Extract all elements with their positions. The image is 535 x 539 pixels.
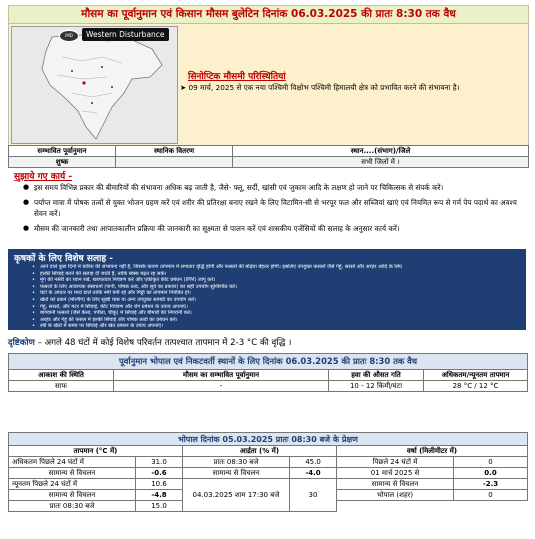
col-forecast: सम्भावित पूर्वानुमान — [9, 146, 116, 157]
synoptic-text: ➤ 09 मार्च, 2025 से एक नया पश्चिमी विक्षोभ पश्चिमी हिमालयी क्षेत्र को प्रभावित करने की संभावना है। — [180, 83, 460, 92]
humidity-morning-label: प्रातः 08:30 बजे — [183, 457, 290, 468]
district-forecast-table — [8, 145, 529, 168]
temp-dev2-label: सामान्य से विचलन — [9, 490, 136, 501]
col-humidity: आर्द्रता (% में) — [183, 446, 337, 457]
map-label-western-disturbance: Western Disturbance — [82, 28, 169, 41]
cell-sky: साफ — [9, 381, 114, 392]
temp-morning-label: प्रातः 08:30 बजे — [9, 501, 136, 512]
col-weather: मौसम का सम्भावित पूर्वानुमान — [114, 370, 329, 381]
rain-season-label: 01 मार्च 2025 से — [337, 468, 454, 479]
list-item: • घेटों के आधार पर मध्य डालें ताकि नमी बनी रहे और मिट्टी का तापमान नियंत्रित हो। — [40, 290, 520, 297]
rain-dev-label: सामान्य से विचलन — [337, 479, 454, 490]
temp-min-label: न्यूनतम पिछले 24 घंटों में — [9, 479, 136, 490]
observation-table — [8, 432, 528, 512]
temp-dev1-value: -0.6 — [136, 468, 183, 479]
cell-temp: 28 °C / 12 °C — [424, 381, 528, 392]
list-item: ● मौसम की जानकारी तथा आपातकालीन प्रक्रिया की जानकारी का सूक्ष्मता से पालन करें एवं शासकीय एजेंसियों की सलाह के अनुसार कार्य करें। — [23, 224, 400, 233]
humidity-dev-value: -4.0 — [290, 468, 337, 479]
list-item: • आने वाले कुछ दिनों में बारिश की संभावना नहीं है, जिसके कारण तापमान में लगातार वृद्धि होगी और फसलों की बढ़िया बेहतर होगी। इसलिए उपयुक्त फसलों जैसे गेहूं, सरसों और अरहर आदि के लिए — [40, 264, 520, 271]
observation-title: भोपाल दिनांक 05.03.2025 प्रातः 08:30 बजे के प्रेक्षण — [9, 433, 528, 446]
humidity-dev-label: सामान्य से विचलन — [183, 468, 290, 479]
temp-dev2-value: -4.8 — [136, 490, 183, 501]
list-item: • खेतों को ढकने (मल्चिंग) के लिए सूखी घास या अन्य उपयुक्त सामग्री का उपयोग करें। — [40, 297, 520, 304]
rain-24h-value: 0 — [454, 457, 528, 468]
rain-city-value: 0 — [454, 490, 528, 501]
list-item: • रबी के खेतों में समय पर सिंचाई और खेत प्रबंधन के उपाय अपनाएं। — [40, 323, 520, 330]
cell-weather: - — [114, 381, 329, 392]
col-wind: हवा की औसत गति — [329, 370, 424, 381]
humidity-morning-value: 45.0 — [290, 457, 337, 468]
cell-location: सभी जिलों में । — [233, 157, 529, 168]
rain-24h-label: पिछले 24 घंटों में — [337, 457, 454, 468]
col-temperature: तापमान (°C में) — [9, 446, 183, 457]
bhopal-forecast-title: पूर्वानुमान भोपाल एवं निकटवर्ती स्थानों के लिए दिनांक 06.03.2025 की प्रातः 8:30 तक वैध — [9, 354, 528, 370]
india-map-icon — [12, 27, 177, 143]
list-item: ● इस समय विभिन्न प्रकार की बीमारियों की संभावना अधिक बढ़ जाती है, जैसे- फ्लू, सर्दी, खांसी एवं जुकाम आदि के लक्षण हो जाने पर चिकित्सक से संपर्क करें। — [23, 183, 444, 192]
rain-city-label: भोपाल (शहर) — [337, 490, 454, 501]
advice-list — [10, 182, 525, 238]
rain-dev-value: -2.3 — [454, 479, 528, 490]
list-item: • गेहूं, सरसों, और मटर में सिंचाई, कीट नियंत्रण और रोग प्रबंधन के उपाय अपनाएं। — [40, 304, 520, 311]
list-item: • मूंग की नर्सरी का ध्यान रखें, खरपतवार नियंत्रण करें और एकीकृत कीट प्रबंधन (IPM) लागू करें। — [40, 277, 520, 284]
temp-max-label: अधिकतम पिछले 24 घंटों में — [9, 457, 136, 468]
col-temp: अधिकतम/न्यूनतम तापमान — [424, 370, 528, 381]
advice-title: सुझाये गए कार्य - — [14, 172, 73, 182]
col-location: स्थान....(संभाग)/जिले — [233, 146, 529, 157]
temp-max-value: 31.0 — [136, 457, 183, 468]
list-item: • हल्की सिंचाई करने की सलाह दी जाती है, ताकि स्वस्थ बढ़त रह सके। — [40, 271, 520, 278]
temp-dev1-label: सामान्य से विचलन — [9, 468, 136, 479]
temp-morning-value: 15.0 — [136, 501, 183, 512]
outlook — [8, 336, 291, 348]
cell-forecast: शुष्क — [9, 157, 116, 168]
list-item: • बागवानी फसलों (जैसे केला, पपीता, चीकू) में सिंचाई और बीमारी की निगरानी करें। — [40, 310, 520, 317]
col-rain: वर्षा (मिलीमीटर में) — [337, 446, 528, 457]
imd-logo-icon: IMD — [59, 30, 79, 42]
synoptic-title: सिनोप्टिक मौसमी परिस्थितियां — [188, 72, 286, 82]
cell-distribution — [116, 157, 233, 168]
rain-season-value: 0.0 — [454, 468, 528, 479]
list-item: • अरहर और गेहूं की फसल में हल्की सिंचाई और पोषक तत्वों का प्रबंधन करें। — [40, 317, 520, 324]
outlook-text: – अगले 48 घंटों में कोई विशेष परिवर्तन तत्पश्चात तापमान में 2-3 °C की वृद्धि । — [37, 338, 292, 348]
bhopal-forecast-box — [8, 353, 528, 392]
weather-map — [11, 26, 178, 144]
col-sky: आकाश की स्थिति — [9, 370, 114, 381]
list-item: • फसलों के लिए आवश्यक संसाधनों (पानी, पोषक तत्व, और सूर्य का प्रकाश) का सही उपयोग सुनिश्चित करें। — [40, 284, 520, 291]
observation-box — [8, 432, 528, 512]
col-distribution: स्थानिक वितरण — [116, 146, 233, 157]
bulletin-title: मौसम का पूर्वानुमान एवं किसान मौसम बुलेटिन दिनांक 06.03.2025 की प्रातः 8:30 तक वैध — [8, 5, 529, 24]
farmers-advice-title: कृषकों के लिए विशेष सलाह - — [14, 254, 114, 264]
humidity-evening-value: 30 — [290, 479, 337, 512]
cell-wind: 10 - 12 किमी/घंटा — [329, 381, 424, 392]
farmers-advice-list — [40, 264, 520, 330]
outlook-label: दृष्टिकोण — [8, 338, 35, 348]
temp-min-value: 10.6 — [136, 479, 183, 490]
humidity-evening-label: 04.03.2025 शाम 17:30 बजे — [183, 479, 290, 512]
bhopal-forecast-table — [8, 353, 528, 392]
list-item: ● पर्याप्त मात्रा में पोषक तत्वों से युक्त भोजन ग्रहण करें एवं शरीर की प्रतिरक्षा बनाए रखने के लिए विटामिन-सी से भरपूर फल और सब्जियां खाएं एवं नियमित रूप से गर्म पेय पदार्थ का अवश्य सेवन करें। — [23, 198, 517, 218]
